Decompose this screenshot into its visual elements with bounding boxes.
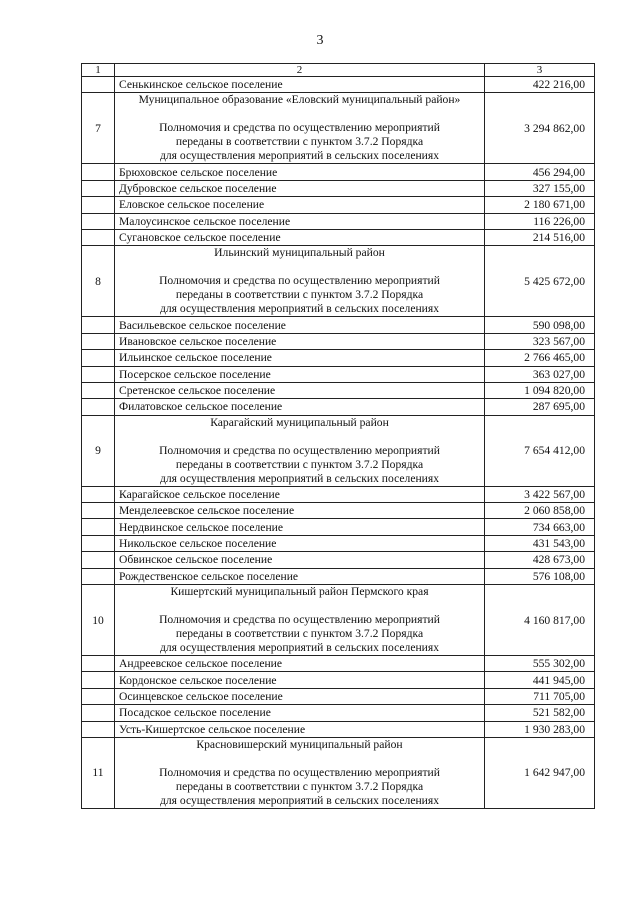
settlement-name: Посерское сельское поселение: [115, 366, 485, 382]
settlement-amount: 327 155,00: [485, 180, 595, 196]
municipality-description-line: Полномочия и средства по осуществлению мероприятий: [159, 443, 440, 457]
settlement-amount: 590 098,00: [485, 317, 595, 333]
settlement-amount: 576 108,00: [485, 568, 595, 584]
settlement-number: [82, 486, 115, 502]
settlement-name: Рождественское сельское поселение: [115, 568, 485, 584]
settlement-row: [82, 656, 595, 672]
header-col-1: 1: [82, 64, 115, 77]
settlement-amount: 116 226,00: [485, 213, 595, 229]
table-header-row: [82, 64, 595, 77]
allocation-table: [81, 63, 595, 809]
municipality-amount: 5 425 672,00: [485, 246, 595, 317]
settlement-row: [82, 503, 595, 519]
settlement-amount: 422 216,00: [485, 77, 595, 93]
settlement-row: [82, 672, 595, 688]
settlement-name: Малоусинское сельское поселение: [115, 213, 485, 229]
municipality-title: Кишертский муниципальный район Пермского края: [170, 585, 429, 599]
settlement-name: Осинцевское сельское поселение: [115, 688, 485, 704]
municipality-cell: [115, 93, 485, 164]
settlement-name: Васильевское сельское поселение: [115, 317, 485, 333]
settlement-amount: 2 060 858,00: [485, 503, 595, 519]
settlement-row: [82, 366, 595, 382]
settlement-number: [82, 77, 115, 93]
municipality-row: [82, 415, 595, 486]
settlement-number: [82, 503, 115, 519]
municipality-row: [82, 93, 595, 164]
settlement-number: [82, 197, 115, 213]
settlement-row: [82, 519, 595, 535]
settlement-name: Карагайское сельское поселение: [115, 486, 485, 502]
municipality-cell: [115, 585, 485, 656]
settlement-row: [82, 180, 595, 196]
municipality-description-line: для осуществления мероприятий в сельских поселениях: [160, 149, 439, 163]
settlement-number: [82, 213, 115, 229]
municipality-description-line: переданы в соответствии с пунктом 3.7.2 Порядка: [175, 135, 424, 149]
municipality-row: [82, 585, 595, 656]
settlement-amount: 711 705,00: [485, 688, 595, 704]
settlement-number: [82, 552, 115, 568]
settlement-number: [82, 180, 115, 196]
settlement-amount: 441 945,00: [485, 672, 595, 688]
settlement-name: Посадское сельское поселение: [115, 705, 485, 721]
municipality-title: Муниципальное образование «Еловский муниципальный район»: [138, 93, 461, 107]
row-number: 10: [82, 585, 115, 656]
settlement-name: Сугановское сельское поселение: [115, 229, 485, 245]
settlement-row: [82, 705, 595, 721]
municipality-description-line: Полномочия и средства по осуществлению мероприятий: [159, 121, 440, 135]
settlement-row: [82, 399, 595, 415]
settlement-amount: 555 302,00: [485, 656, 595, 672]
municipality-description-line: Полномочия и средства по осуществлению мероприятий: [159, 613, 440, 627]
settlement-name: Еловское сельское поселение: [115, 197, 485, 213]
settlement-row: [82, 552, 595, 568]
settlement-row: [82, 568, 595, 584]
settlement-number: [82, 366, 115, 382]
settlement-name: Обвинское сельское поселение: [115, 552, 485, 568]
municipality-amount: 3 294 862,00: [485, 93, 595, 164]
settlement-amount: 2 766 465,00: [485, 350, 595, 366]
settlement-name: Филатовское сельское поселение: [115, 399, 485, 415]
settlement-row: [82, 197, 595, 213]
row-number: 7: [82, 93, 115, 164]
settlement-row: [82, 77, 595, 93]
header-col-3: 3: [485, 64, 595, 77]
municipality-cell: [115, 415, 485, 486]
municipality-description-line: переданы в соответствии с пунктом 3.7.2 Порядка: [175, 457, 424, 471]
municipality-description-line: переданы в соответствии с пунктом 3.7.2 Порядка: [175, 288, 424, 302]
settlement-number: [82, 705, 115, 721]
settlement-amount: 323 567,00: [485, 333, 595, 349]
table-body: [82, 64, 595, 809]
municipality-description-line: переданы в соответствии с пунктом 3.7.2 Порядка: [175, 627, 424, 641]
municipality-title: Красновишерский муниципальный район: [196, 737, 403, 751]
municipality-row: [82, 246, 595, 317]
settlement-row: [82, 317, 595, 333]
settlement-number: [82, 229, 115, 245]
municipality-description-line: Полномочия и средства по осуществлению мероприятий: [159, 765, 440, 779]
municipality-cell: [115, 246, 485, 317]
settlement-number: [82, 164, 115, 180]
settlement-number: [82, 333, 115, 349]
row-number: 8: [82, 246, 115, 317]
municipality-amount: 7 654 412,00: [485, 415, 595, 486]
settlement-row: [82, 229, 595, 245]
settlement-amount: 214 516,00: [485, 229, 595, 245]
municipality-description-line: для осуществления мероприятий в сельских поселениях: [160, 793, 439, 807]
settlement-amount: 428 673,00: [485, 552, 595, 568]
settlement-name: Сретенское сельское поселение: [115, 382, 485, 398]
settlement-name: Дубровское сельское поселение: [115, 180, 485, 196]
settlement-amount: 431 543,00: [485, 535, 595, 551]
settlement-amount: 1 930 283,00: [485, 721, 595, 737]
settlement-row: [82, 350, 595, 366]
settlement-row: [82, 535, 595, 551]
settlement-amount: 521 582,00: [485, 705, 595, 721]
settlement-name: Сенькинское сельское поселение: [115, 77, 485, 93]
settlement-number: [82, 688, 115, 704]
page-number: 3: [316, 33, 324, 48]
municipality-description-line: Полномочия и средства по осуществлению мероприятий: [159, 274, 440, 288]
municipality-title: Ильинский муниципальный район: [214, 246, 385, 260]
settlement-name: Ильинское сельское поселение: [115, 350, 485, 366]
municipality-description-line: для осуществления мероприятий в сельских поселениях: [160, 302, 439, 316]
settlement-row: [82, 333, 595, 349]
settlement-number: [82, 382, 115, 398]
settlement-row: [82, 486, 595, 502]
settlement-number: [82, 519, 115, 535]
municipality-cell: [115, 737, 485, 808]
settlement-name: Нердвинское сельское поселение: [115, 519, 485, 535]
settlement-row: [82, 164, 595, 180]
settlement-row: [82, 213, 595, 229]
settlement-row: [82, 382, 595, 398]
settlement-number: [82, 568, 115, 584]
settlement-amount: 3 422 567,00: [485, 486, 595, 502]
settlement-number: [82, 721, 115, 737]
settlement-name: Менделеевское сельское поселение: [115, 503, 485, 519]
settlement-number: [82, 399, 115, 415]
municipality-title: Карагайский муниципальный район: [210, 415, 389, 429]
settlement-number: [82, 350, 115, 366]
settlement-amount: 2 180 671,00: [485, 197, 595, 213]
municipality-amount: 1 642 947,00: [485, 737, 595, 808]
row-number: 11: [82, 737, 115, 808]
settlement-number: [82, 317, 115, 333]
municipality-amount: 4 160 817,00: [485, 585, 595, 656]
municipality-description-line: для осуществления мероприятий в сельских поселениях: [160, 641, 439, 655]
municipality-description-line: для осуществления мероприятий в сельских поселениях: [160, 471, 439, 485]
municipality-row: [82, 737, 595, 808]
settlement-amount: 1 094 820,00: [485, 382, 595, 398]
row-number: 9: [82, 415, 115, 486]
settlement-amount: 363 027,00: [485, 366, 595, 382]
settlement-number: [82, 672, 115, 688]
settlement-name: Андреевское сельское поселение: [115, 656, 485, 672]
settlement-amount: 456 294,00: [485, 164, 595, 180]
settlement-name: Брюховское сельское поселение: [115, 164, 485, 180]
header-col-2: 2: [115, 64, 485, 77]
settlement-name: Ивановское сельское поселение: [115, 333, 485, 349]
settlement-number: [82, 656, 115, 672]
settlement-row: [82, 688, 595, 704]
settlement-number: [82, 535, 115, 551]
settlement-name: Усть-Кишертское сельское поселение: [115, 721, 485, 737]
settlement-name: Никольское сельское поселение: [115, 535, 485, 551]
settlement-name: Кордонское сельское поселение: [115, 672, 485, 688]
settlement-amount: 287 695,00: [485, 399, 595, 415]
settlement-row: [82, 721, 595, 737]
settlement-amount: 734 663,00: [485, 519, 595, 535]
municipality-description-line: переданы в соответствии с пунктом 3.7.2 Порядка: [175, 779, 424, 793]
